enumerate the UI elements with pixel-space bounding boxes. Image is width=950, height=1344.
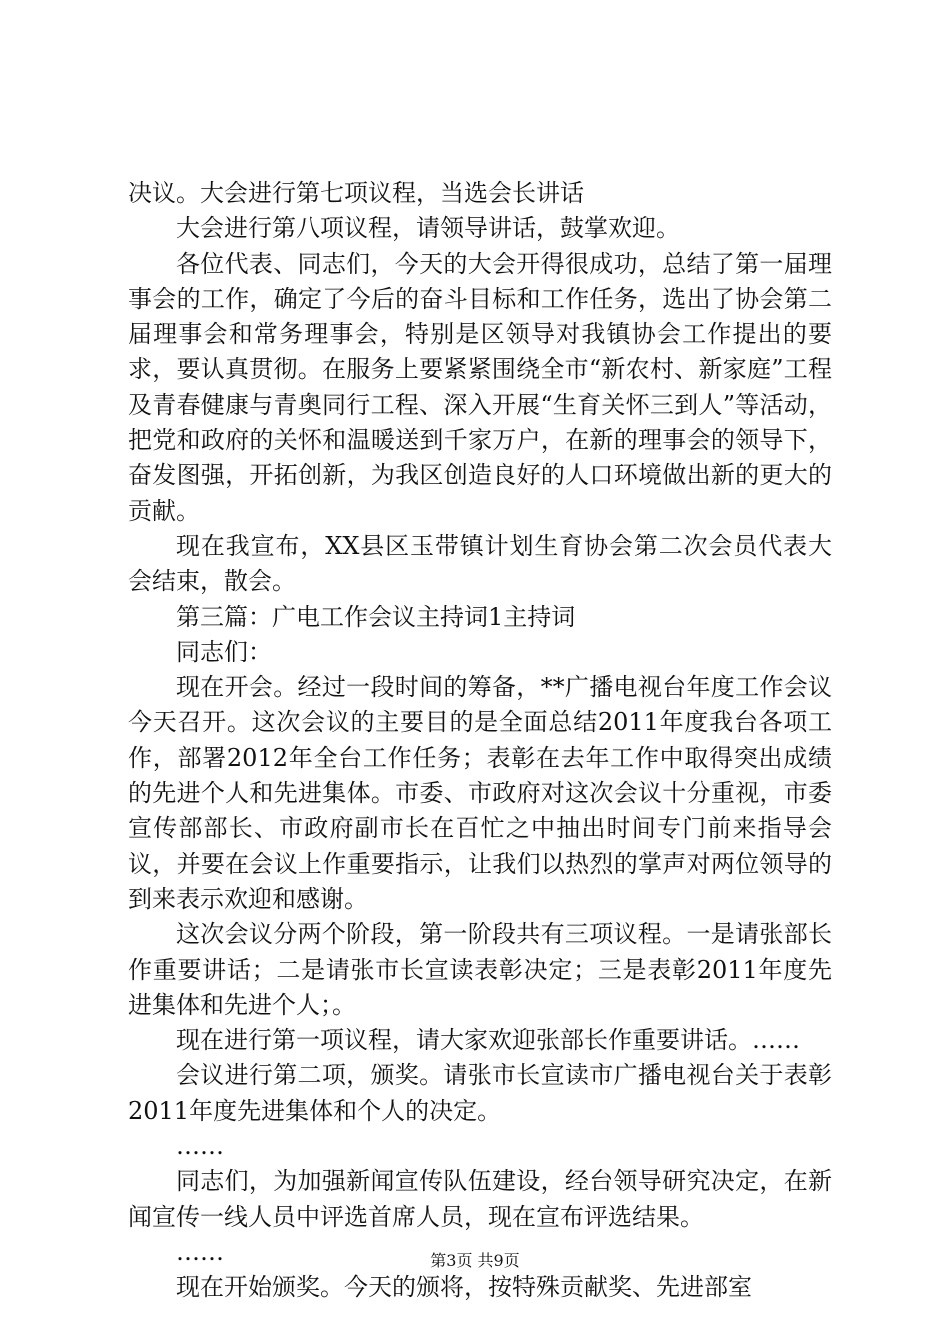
section-heading: 第三篇：广电工作会议主持词1主持词: [176, 602, 576, 631]
ellipsis-line: ……: [176, 1132, 224, 1161]
paragraph: 同志们，为加强新闻宣传队伍建设，经台领导研究决定，在新闻宣传一线人员中评选首席人员，现在宣布评选结果。: [128, 1167, 832, 1231]
paragraph: 会议进行第二项，颁奖。请张市长宣读市广播电视台关于表彰2011年度先进集体和个人的决定。: [128, 1061, 832, 1125]
paragraph: 现在开会。经过一段时间的筹备，**广播电视台年度工作会议今天召开。这次会议的主要目的是全面总结2011年度我台各项工作，部署2012年全台工作任务；表彰在去年工作中取得突出成绩的先进个人和先进集体。市委、市政府对这次会议十分重视，市委宣传部部长、市政府副市长在百忙之中抽出时间专门前来指导会议，并要在会议上作重要指示，让我们以热烈的掌声对两位领导的到来表示欢迎和感谢。: [128, 673, 832, 913]
paragraph: 各位代表、同志们，今天的大会开得很成功，总结了第一届理事会的工作，确定了今后的奋斗目标和工作任务，选出了协会第二届理事会和常务理事会，特别是区领导对我镇协会工作提出的要求，要认真贯彻。在服务上要紧紧围绕全市“新农村、新家庭”工程及青春健康与青奥同行工程、深入开展“生育关怀三到人”等活动，把党和政府的关怀和温暖送到千家万户，在新的理事会的领导下，奋发图强，开拓创新，为我区创造良好的人口环境做出新的更大的贡献。: [128, 249, 832, 525]
paragraph: 这次会议分两个阶段，第一阶段共有三项议程。一是请张部长作重要讲话；二是请张市长宣读表彰决定；三是表彰2011年度先进集体和先进个人；。: [128, 920, 832, 1019]
paragraph: 现在进行第一项议程，请大家欢迎张部长作重要讲话。……: [176, 1026, 800, 1055]
document-body: [128, 176, 832, 1306]
salutation: 同志们：: [176, 637, 272, 666]
page-footer: 第3页 共9页: [430, 1251, 520, 1270]
paragraph: 决议。大会进行第七项议程，当选会长讲话: [128, 179, 584, 207]
paragraph: 现在开始颁奖。今天的颁将，按特殊贡献奖、先进部室: [176, 1273, 752, 1302]
ellipsis-line: ……: [176, 1237, 224, 1266]
paragraph: 大会进行第八项议程，请领导讲话，鼓掌欢迎。: [176, 214, 680, 243]
paragraph: 现在我宣布，XX县区玉带镇计划生育协会第二次会员代表大会结束，散会。: [128, 531, 832, 596]
